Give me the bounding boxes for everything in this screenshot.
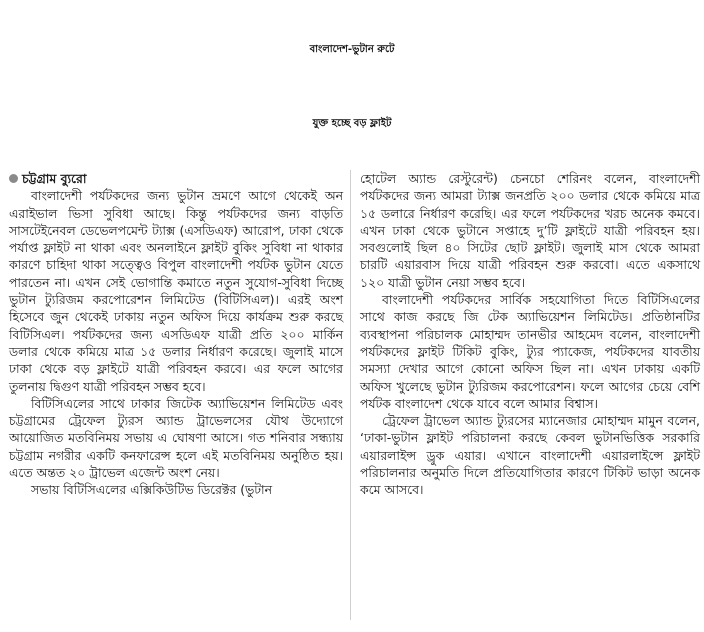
article-column-right [360,170,700,499]
paragraph-right-3: ট্রেফেল ট্রাভেল অ্যান্ড ট্যুরসের ম্যানেজার মোহাম্মদ মামুন বলেন, ‘ঢাকা-ভুটান ফ্লাইট পরিচালনা করছে কেবল ভুটানভিত্তিক সরকারি এয়ারলাইন্স ড্রুক এয়ার। এখানে বাংলাদেশী এয়ারলাইন্সে ফ্লাইট পরিচালনার অনুমতি দিলে প্রতিযোগিতার কারণে টিকিট ভাড়া অনেক কমে আসবে। [360,413,700,498]
column-divider [350,170,351,620]
bullet-dot-icon [9,174,18,183]
paragraph-left-1: বাংলাদেশী পর্যটকদের জন্য ভুটান ভ্রমণে আগে থেকেই অন এরাইভাল ভিসা সুবিধা আছে। কিন্তু পর্যটকদের জন্য বাড়তি সাসটেইনেবল ডেভেলপমেন্ট ট্যাক্স (এসডিএফ) আরোপ, ঢাকা থেকে পর্যাপ্ত ফ্লাইট না থাকা এবং অনলাইনে ফ্লাইট বুকিং সুবিধা না থাকার কারণে চাহিদা থাকা সত্ত্বেও বিপুল বাংলাদেশী পর্যটক ভুটান যেতে পারতেন না। এখন সেই ভোগান্তি কমাতে নতুন সুযোগ-সুবিধা দিচ্ছে ভুটান ট্যুরিজম করপোরেশন লিমিটেড (বিটিসিএল)। এরই অংশ হিসেবে জুন থেকেই ঢাকায় নতুন অফিস দিয়ে কার্যক্রম শুরু করছে বিটিসিএল। পর্যটকদের জন্য এসডিএফ যাত্রী প্রতি ২০০ মার্কিন ডলার থেকে কমিয়ে মাত্র ১৫ ডলার নির্ধারণ করেছে। জুলাই মাসে ঢাকা থেকে বড় ফ্লাইটে যাত্রী পরিবহন করবে। এর ফলে আগের তুলনায় দ্বিগুণ যাত্রী পরিবহন সম্ভব হবে। [9,188,343,394]
headline-line-1: বাংলাদেশ-ভুটান রুটে [309,44,395,55]
article-column-left [9,170,343,499]
headline-line-2: যুক্ত হচ্ছে বড় ফ্লাইট [312,118,392,129]
byline-text: চট্টগ্রাম ব্যুরো [22,171,87,186]
paragraph-right-1: হোটেল অ্যান্ড রেস্টুরেন্ট) চেনচো শেরিনং বলেন, বাংলাদেশী পর্যটকদের জন্য আমরা ট্যাক্স জনপ্রতি ২০০ ডলার থেকে কমিয়ে মাত্র ১৫ ডলারে নির্ধারণ করেছি। এর ফলে পর্যটকদের খরচ অনেক কমবে। এখন ঢাকা থেকে ভুটানে সপ্তাহে দু’টি ফ্লাইটে যাত্রী পরিবহন হয়। সবগুলোই ছিল ৪০ সিটের ছোট ফ্লাইট। জুলাই মাস থেকে আমরা চারটি এয়ারবাস দিয়ে যাত্রী পরিবহন শুরু করবো। এতে একসাথে ১২০ যাত্রী ভুটান নেয়া সম্ভব হবে। [360,171,700,290]
paragraph-left-2: বিটিসিএলের সাথে ঢাকার জিটেক অ্যাভিয়েশন লিমিটেড এবং চট্টগ্রামের ট্রেফেল ট্যুরস অ্যান্ড ট্রাভেলসের যৌথ উদ্যোগে আয়োজিত মতবিনিময় সভায় এ ঘোষণা আসে। গত শনিবার সন্ধ্যায় চট্টগ্রাম নগরীর একটি কনফারেন্স হলে এই মতবিনিময় অনুষ্ঠিত হয়। এতে অন্তত ২০ ট্রাভেল এজেন্ট অংশ নেয়। [9,395,343,481]
byline [9,170,343,187]
paragraph-right-2: বাংলাদেশী পর্যটকদের সার্বিক সহযোগিতা দিতে বিটিসিএলের সাথে কাজ করছে জি টেক অ্যাভিয়েশন লিমিটেড। প্রতিষ্ঠানটির ব্যবস্থাপনা পরিচালক মোহাম্মদ তানভীর আহমেদ বলেন, বাংলাদেশী পর্যটকদের ফ্লাইট টিকিট বুকিং, ট্যুর প্যাকেজ, পর্যটকদের যাবতীয় সমস্যা দেখার আগে কোনো অফিস ছিল না। এখন ঢাকায় একটি অফিস খুলেছে ভুটান ট্যুরিজম করপোরেশন। ফলে আগের চেয়ে বেশি পর্যটক বাংলাদেশ থেকে যাবে বলে আমার বিশ্বাস। [360,292,700,411]
paragraph-left-3: সভায় বিটিসিএলের এক্সিকিউটিভ ডিরেক্টর (ভুটান [31,482,273,498]
